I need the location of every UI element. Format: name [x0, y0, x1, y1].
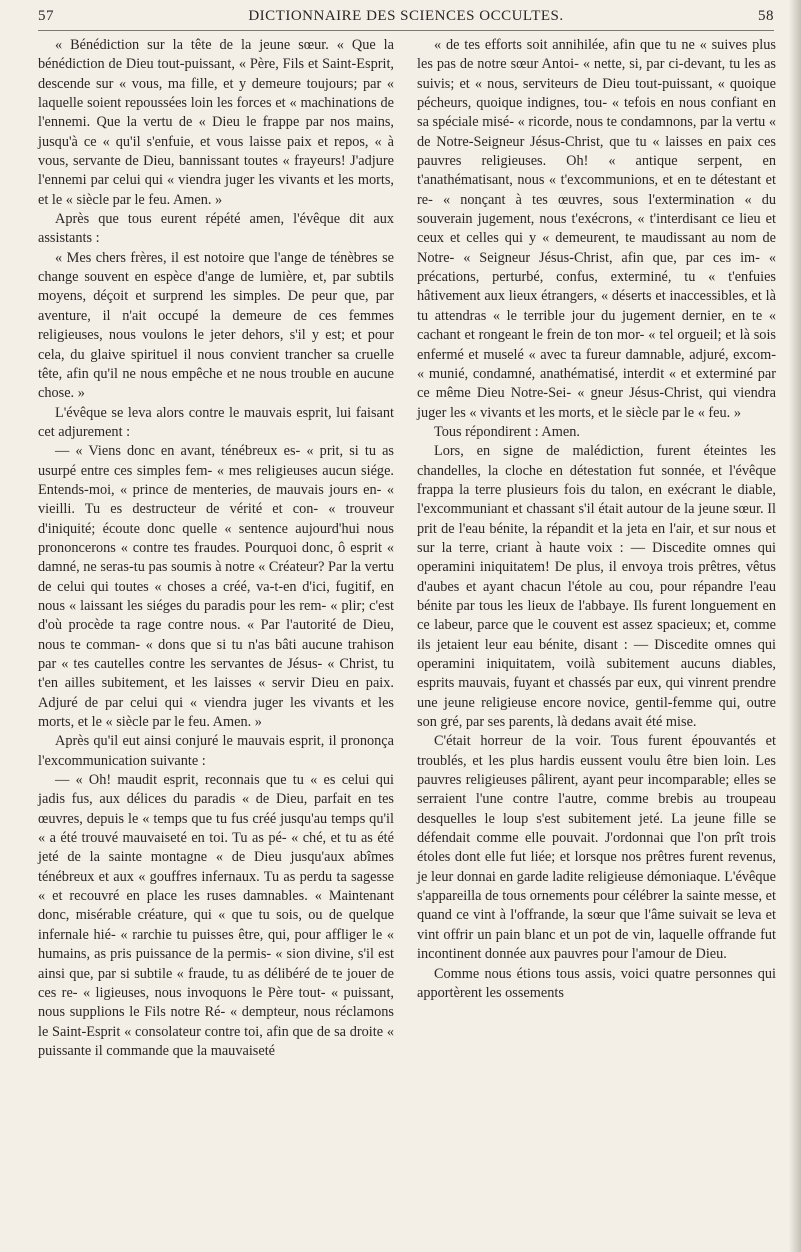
paragraph: Comme nous étions tous assis, voici quatre personnes qui apportèrent les ossements	[417, 965, 776, 1001]
paragraph: C'était horreur de la voir. Tous furent épouvantés et troublés, et les plus hardis eussent voulu être bien loin. Les pauvres religieuses pâlirent, ayant peur incomparable; elles se serraient l'une contre l'autre, comme brebis au troupeau desquelles le loup s'est subitement jeté. La jeune fille se défendait comme elle pouvait. J'ordonnai que l'on prît trois étoles dont elle fut liée; et lorsque nos prêtres furent revenus, je leur donnai en garde ladite religieuse démoniaque. L'évêque s'appareilla de tous ornements pour célébrer la sainte messe, et quand ce vint à l'offrande, la sœur que l'âme suivait se leva et vint offrir un pain blanc et un pot de vin, laquelle offrande fut incontinent donnée aux pauvres pour l'amour de Dieu.	[417, 733, 776, 963]
paragraph: « Bénédiction sur la tête de la jeune sœur. « Que la bénédiction de Dieu tout-puissant, « Père, Fils et Saint-Esprit, descende sur « vous, ma fille, et y demeure toujours; par « laquelle soient repoussées loin les forces et « machinations de l'ennemi. Que la vertu de « Dieu le frappe par nos mains, jusqu'à ce « qu'il s'enfuie, et vous laisse paix et repos, « à vous, servante de Dieu, bannissant toutes « frayeurs! J'adjure l'ennemi par celui qui « viendra juger les vivants et les morts, et le « siècle par le feu. Amen. »	[38, 37, 394, 208]
paragraph: Après que tous eurent répété amen, l'évêque dit aux assistants :	[38, 211, 394, 247]
paragraph: Lors, en signe de malédiction, furent éteintes les chandelles, la cloche en détestation fut sonnée, et l'évêque frappa la terre plusieurs fois du talon, en exécrant le diable, l'excommuniant et chassant s'il était autour de la jeune sœur. Il prit de l'eau bénite, la répandit et la jeta en l'air, et sur nous et sur la terre, criant à haute voix : — Discedite omnes qui operamini iniquitatem! De plus, il envoya trois prêtres, vêtus d'aubes et ayant chacun l'étole au cou, pour répandre l'eau bénite par tous les lieux de l'abbaye. Ils furent longuement en ce labeur, parce que le couvent est assez spacieux; et, comme ils jetaient leur eau bénite, disant : — Discedite omnes qui operamini iniquitatem, voilà subitement aucuns diables, esprits mauvais, fuyant et chassés par eux, qui vinrent prendre une jeune religieuse encore novice, gentil-femme qui, outre son gré, par ses parents, là dedans avait été mise.	[417, 443, 776, 731]
paragraph: — « Oh! maudit esprit, reconnais que tu « es celui qui jadis fus, aux délices du paradis « de Dieu, parfait en tes œuvres, depuis le « temps que tu fus créé jusqu'au temps qu'il « a été trouvé mauvaiseté en toi. Tu as pé- « ché, et tu as été jeté de la sainte montagne « de Dieu jusqu'aux abîmes ténébreux et aux « gouffres infernaux. Tu as perdu ta sagesse « et recouvré en place les ruses damnables. « Maintenant donc, misérable créature, qui « que tu sois, ou de quelque infernale hié- « rarchie tu puisses être, qui, pour affliger le « humains, as pris puissance de la permis- « sion divine, s'il est ainsi que, par si subtile « fraude, tu as délibéré de te jouer de ces re- « ligieuses, nous invoquons le Père tout- « puissant, nous supplions le Fils notre Ré- « dempteur, nous réclamons le Saint-Esprit « consolateur contre toi, afin que de sa droite « puissante il commande que la mauvaiseté	[38, 772, 394, 1059]
page-number-right: 58	[758, 8, 774, 24]
header-rule	[38, 30, 774, 31]
paragraph: Tous répondirent : Amen.	[434, 423, 580, 440]
page-edge-shadow	[789, 0, 801, 1252]
paragraph: « de tes efforts soit annihilée, afin que tu ne « suives plus les pas de notre sœur Antoi- « nette, si, par ci-devant, tu les as suivis; et « nous, serviteurs de Dieu tout-puissant, « quoique pécheurs, quoique indignes, tou- « tefois en nous confiant en sa spéciale misé- « ricorde, nous te condamnons, par la vertu « de Notre-Seigneur Jésus-Christ, que tu « laisses en paix ces pauvres religieuses. Oh! « antique serpent, en t'anathématisant, nous « t'excommunions, et en te détestant et re- « nonçant à tes œuvres, sous l'extermination « du souverain jugement, nous t'exécrons, « t'interdisant ce lieu et ceux et celles qui y « demeurent, te maudissant au nom de Notre- « Seigneur Jésus-Christ, afin que, par ces im- « précations, perturbé, confus, exterminé, tu « t'enfuies hâtivement aux lieux étrangers, « déserts et inaccessibles, et là tu attendras « le terrible jour du jugement dernier, en te « cachant et rongeant le frein de ton mor- « tel orgueil; et là sois enfermé et muselé « avec ta fureur damnable, adjuré, excom- « munié, condamné, anathématisé, interdit « et exterminé par ce même Dieu Notre-Sei- « gneur Jésus-Christ, qui viendra juger les « vivants et les morts, et le siècle par le « feu. »	[417, 37, 776, 421]
paragraph: L'évêque se leva alors contre le mauvais esprit, lui faisant cet adjurement :	[38, 404, 394, 440]
running-title: DICTIONNAIRE DES SCIENCES OCCULTES.	[248, 8, 564, 24]
paragraph: — « Viens donc en avant, ténébreux es- « prit, si tu as usurpé entre ces simples fem- « mes religieuses aucun siége. Entends-moi, « prince de menteries, de mauvais jours en- « vieilli. Tu es destructeur de vérité et con- « trouveur d'iniquité; écoute donc quelle « sentence aujourd'hui nous prononcerons « contre tes fraudes. Pourquoi donc, ô esprit « damné, ne seras-tu pas soumis à notre « Créateur? Par la vertu de celui qui toutes « choses a créé, va-t-en d'ici, fugitif, en nous « laissant les siéges du paradis pour les rem- « plir; c'est d'où procède ta rage contre nous. « Par l'autorité de Dieu, nous te comman- « dons que si tu n'as bâti aucune trahison par « tes cautelles contre les servantes de Jésus- « Christ, tu t'en ailles subitement, et les laisses « servir Dieu en paix. Adjuré de par celui qui « viendra juger les vivants et les morts, et le « siècle par le feu. Amen. »	[38, 443, 394, 731]
page-number-left: 57	[38, 8, 54, 24]
right-column	[417, 36, 776, 1003]
paragraph: Après qu'il eut ainsi conjuré le mauvais esprit, il prononça l'excommunication suivante :	[38, 733, 394, 769]
left-column	[38, 36, 394, 1061]
running-header	[38, 4, 774, 30]
paragraph: « Mes chers frères, il est notoire que l'ange de ténèbres se change souvent en espèce d'ange de lumière, et, par subtils moyens, déçoit et surprend les simples. De peur que, par aventure, il n'ait occupé la demeure de ces femmes religieuses, nous voulons le jeter dehors, s'il y est; et pour cela, du glaive spirituel il nous convient trancher sa cruelle tête, afin qu'il ne nous empêche et ne nous trouble en aucune chose. »	[38, 249, 394, 402]
